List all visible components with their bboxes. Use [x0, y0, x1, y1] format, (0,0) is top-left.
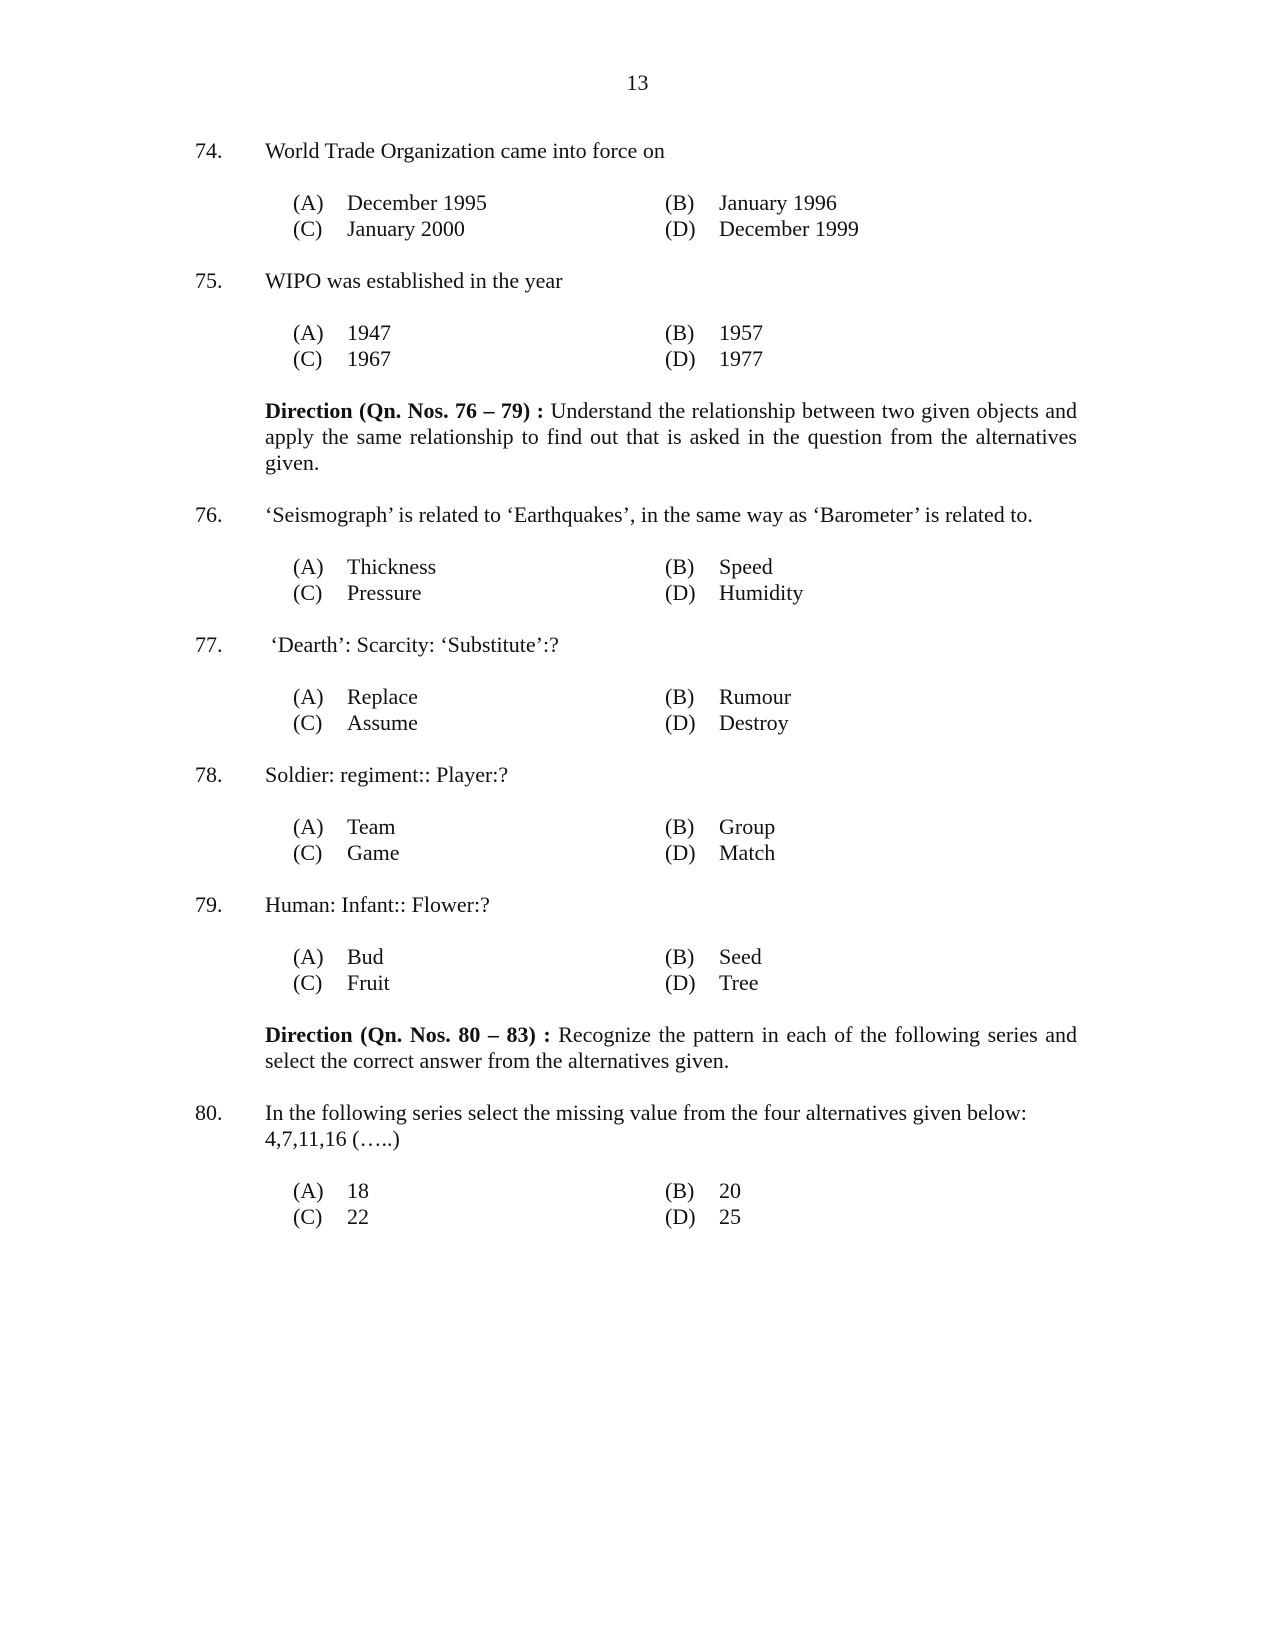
direction-text: Recognize the pattern in each of the following series and select the correct answer from the alternatives given. [265, 1022, 1077, 1073]
question-text: WIPO was established in the year [265, 268, 563, 293]
options [293, 554, 853, 606]
option-c[interactable] [293, 710, 665, 736]
direction-text: Understand the relationship between two given objects and apply the same relationship to find out that is asked in the question from the alternatives given. [265, 398, 1077, 475]
question-number: 79. [195, 892, 223, 917]
question-text: ‘Seismograph’ is related to ‘Earthquakes’, in the same way as ‘Barometer’ is related to. [265, 502, 1033, 527]
option-text: Match [719, 840, 776, 865]
option-c[interactable] [293, 346, 665, 372]
question-80 [195, 1100, 1275, 1230]
option-a[interactable] [293, 554, 665, 580]
options [293, 944, 853, 996]
option-text: 20 [719, 1178, 741, 1203]
option-text: Thickness [347, 554, 437, 579]
question-number: 75. [195, 268, 223, 293]
option-text: Bud [347, 944, 384, 969]
option-text: January 1996 [719, 190, 837, 215]
option-label: (B) [665, 684, 695, 709]
option-b[interactable] [665, 320, 965, 346]
option-text: Replace [347, 684, 418, 709]
option-text: 1947 [347, 320, 391, 345]
question-text: Human: Infant:: Flower:? [265, 892, 490, 917]
option-label: (D) [665, 970, 696, 995]
option-d[interactable] [665, 970, 965, 996]
option-b[interactable] [665, 1178, 965, 1204]
option-b[interactable] [665, 684, 965, 710]
option-text: Team [347, 814, 396, 839]
option-a[interactable] [293, 190, 665, 216]
option-c[interactable] [293, 970, 665, 996]
option-label: (D) [665, 710, 696, 735]
option-label: (D) [665, 216, 696, 241]
question-number: 76. [195, 502, 223, 527]
option-label: (C) [293, 710, 323, 735]
option-label: (A) [293, 684, 324, 709]
option-label: (C) [293, 970, 323, 995]
option-text: Humidity [719, 580, 804, 605]
option-text: 1957 [719, 320, 763, 345]
option-label: (B) [665, 554, 695, 579]
option-d[interactable] [665, 1204, 965, 1230]
option-d[interactable] [665, 710, 965, 736]
series-line: 4,7,11,16 (…..) [265, 1126, 400, 1151]
options [293, 1178, 853, 1230]
option-a[interactable] [293, 944, 665, 970]
option-label: (B) [665, 944, 695, 969]
option-label: (C) [293, 346, 323, 371]
question-78 [195, 762, 1275, 866]
option-text: Group [719, 814, 776, 839]
option-text: Destroy [719, 710, 789, 735]
option-label: (B) [665, 320, 695, 345]
option-text: 1967 [347, 346, 391, 371]
direction-80-83 [265, 1022, 1077, 1074]
option-label: (A) [293, 190, 324, 215]
question-number: 80. [195, 1100, 223, 1125]
option-text: 22 [347, 1204, 369, 1229]
option-text: Tree [719, 970, 759, 995]
question-text: World Trade Organization came into force on [265, 138, 665, 163]
option-label: (D) [665, 1204, 696, 1229]
option-text: Assume [347, 710, 418, 735]
option-text: December 1995 [347, 190, 487, 215]
options [293, 814, 853, 866]
option-d[interactable] [665, 216, 965, 242]
option-label: (B) [665, 814, 695, 839]
option-label: (C) [293, 840, 323, 865]
option-c[interactable] [293, 1204, 665, 1230]
option-text: 25 [719, 1204, 741, 1229]
option-text: 18 [347, 1178, 369, 1203]
option-label: (A) [293, 1178, 324, 1203]
option-text: December 1999 [719, 216, 859, 241]
option-a[interactable] [293, 1178, 665, 1204]
option-text: Rumour [719, 684, 792, 709]
option-d[interactable] [665, 840, 965, 866]
option-c[interactable] [293, 216, 665, 242]
option-b[interactable] [665, 554, 965, 580]
option-b[interactable] [665, 944, 965, 970]
question-76 [195, 502, 1275, 606]
option-label: (A) [293, 944, 324, 969]
option-label: (A) [293, 320, 324, 345]
question-number: 74. [195, 138, 223, 163]
option-label: (C) [293, 580, 323, 605]
option-label: (C) [293, 216, 323, 241]
question-75 [195, 268, 1275, 372]
option-text: Pressure [347, 580, 422, 605]
option-text: Seed [719, 944, 762, 969]
option-d[interactable] [665, 580, 965, 606]
option-c[interactable] [293, 840, 665, 866]
direction-heading: Direction (Qn. Nos. 80 – 83) : [265, 1022, 551, 1047]
option-label: (A) [293, 554, 324, 579]
question-74 [195, 138, 1275, 242]
option-c[interactable] [293, 580, 665, 606]
question-77 [195, 632, 1275, 736]
option-label: (D) [665, 346, 696, 371]
option-text: January 2000 [347, 216, 465, 241]
direction-heading: Direction (Qn. Nos. 76 – 79) : [265, 398, 545, 423]
options [293, 190, 859, 242]
question-text: In the following series select the missing value from the four alternatives given below: [265, 1100, 1027, 1125]
option-text: Fruit [347, 970, 390, 995]
option-label: (B) [665, 1178, 695, 1203]
option-a[interactable] [293, 320, 665, 346]
option-text: 1977 [719, 346, 763, 371]
option-text: Game [347, 840, 400, 865]
question-text: ‘Dearth’: Scarcity: ‘Substitute’:? [265, 632, 559, 657]
page-number: 13 [626, 70, 649, 95]
option-label: (A) [293, 814, 324, 839]
question-79 [195, 892, 1275, 996]
question-number: 78. [195, 762, 223, 787]
options [293, 684, 853, 736]
option-label: (C) [293, 1204, 323, 1229]
option-label: (D) [665, 840, 696, 865]
question-text: Soldier: regiment:: Player:? [265, 762, 509, 787]
option-b[interactable] [665, 190, 965, 216]
question-list [0, 138, 1275, 1230]
option-b[interactable] [665, 814, 965, 840]
question-number: 77. [195, 632, 223, 657]
option-d[interactable] [665, 346, 965, 372]
option-label: (B) [665, 190, 695, 215]
options [293, 320, 853, 372]
direction-76-79 [265, 398, 1077, 476]
option-a[interactable] [293, 684, 665, 710]
option-text: Speed [719, 554, 773, 579]
option-label: (D) [665, 580, 696, 605]
option-a[interactable] [293, 814, 665, 840]
